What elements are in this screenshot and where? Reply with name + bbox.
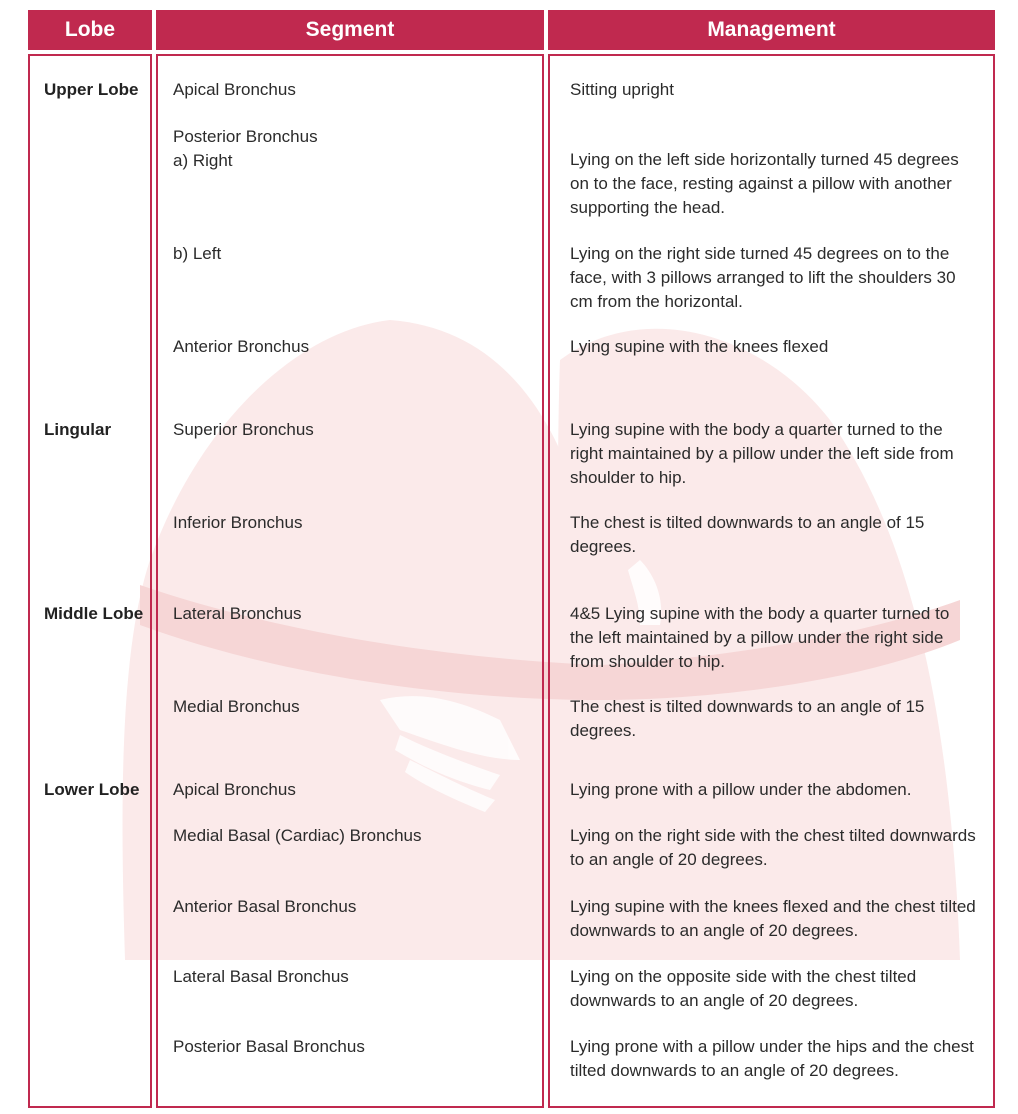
management-line: to an angle of 20 degrees.: [570, 850, 768, 869]
management-line: Lying on the opposite side with the chest tilted: [570, 967, 917, 986]
segment-column: [156, 54, 544, 1108]
management-line: The chest is tilted downwards to an angle of 15: [570, 697, 925, 716]
management-line: from shoulder to hip.: [570, 652, 725, 671]
segment-label: Posterior Basal Bronchus: [173, 1037, 365, 1056]
management-line: 4&5 Lying supine with the body a quarter turned to: [570, 604, 950, 623]
segment-label: Medial Bronchus: [173, 697, 300, 716]
lobe-column: [28, 54, 152, 1108]
management-line: face, with 3 pillows arranged to lift the shoulders 30: [570, 268, 956, 287]
management-line: Lying supine with the knees flexed and the chest tilted: [570, 897, 976, 916]
management-line: Lying supine with the knees flexed: [570, 337, 829, 356]
segment-label: Apical Bronchus: [173, 80, 296, 99]
lobe-label: Middle Lobe: [44, 604, 144, 623]
lobe-label: Lingular: [44, 420, 112, 439]
management-line: Lying prone with a pillow under the abdomen.: [570, 780, 912, 799]
segment-label: Medial Basal (Cardiac) Bronchus: [173, 826, 422, 845]
management-text: [570, 78, 980, 102]
management-line: downwards to an angle of 20 degrees.: [570, 991, 859, 1010]
lobe-label: Upper Lobe: [44, 80, 139, 99]
management-line: The chest is tilted downwards to an angle of 15: [570, 513, 925, 532]
management-line: on to the face, resting against a pillow with another: [570, 174, 952, 193]
management-line: Lying supine with the body a quarter turned to the: [570, 420, 943, 439]
management-text: [570, 335, 980, 359]
management-text: [570, 895, 980, 943]
segment-label: Anterior Bronchus: [173, 337, 310, 356]
lobe-label: Lower Lobe: [44, 780, 140, 799]
management-line: Lying on the left side horizontally turned 45 degrees: [570, 150, 959, 169]
segment-label: Apical Bronchus: [173, 780, 296, 799]
management-line: Lying prone with a pillow under the hips and the chest: [570, 1037, 974, 1056]
management-line: Lying on the right side with the chest tilted downwards: [570, 826, 976, 845]
segment-label: a) Right: [173, 151, 233, 170]
management-text: [570, 778, 980, 802]
segment-label: b) Left: [173, 244, 222, 263]
management-line: degrees.: [570, 537, 637, 556]
management-line: degrees.: [570, 721, 637, 740]
management-line: cm from the horizontal.: [570, 292, 743, 311]
segment-label: Posterior Bronchus: [173, 127, 318, 146]
management-text: [570, 148, 980, 220]
management-line: Sitting upright: [570, 80, 674, 99]
management-line: supporting the head.: [570, 198, 726, 217]
management-line: tilted downwards to an angle of 20 degrees.: [570, 1061, 899, 1080]
management-line: downwards to an angle of 20 degrees.: [570, 921, 859, 940]
segment-label: Anterior Basal Bronchus: [173, 897, 357, 916]
management-text: [570, 418, 980, 490]
management-text: [570, 695, 980, 743]
management-line: right maintained by a pillow under the left side from: [570, 444, 954, 463]
segment-label: Lateral Bronchus: [173, 604, 302, 623]
management-line: shoulder to hip.: [570, 468, 687, 487]
header-segment: Segment: [156, 10, 544, 50]
header-lobe: Lobe: [28, 10, 152, 50]
header-management: Management: [548, 10, 995, 50]
management-text: [570, 242, 980, 314]
management-line: the left maintained by a pillow under the right side: [570, 628, 944, 647]
management-line: Lying on the right side turned 45 degrees on to the: [570, 244, 950, 263]
management-text: [570, 511, 980, 559]
management-text: [570, 824, 980, 872]
segment-label: Lateral Basal Bronchus: [173, 967, 349, 986]
management-text: [570, 965, 980, 1013]
management-text: [570, 602, 980, 674]
segment-label: Inferior Bronchus: [173, 513, 303, 532]
segment-label: Superior Bronchus: [173, 420, 314, 439]
management-text: [570, 1035, 980, 1083]
